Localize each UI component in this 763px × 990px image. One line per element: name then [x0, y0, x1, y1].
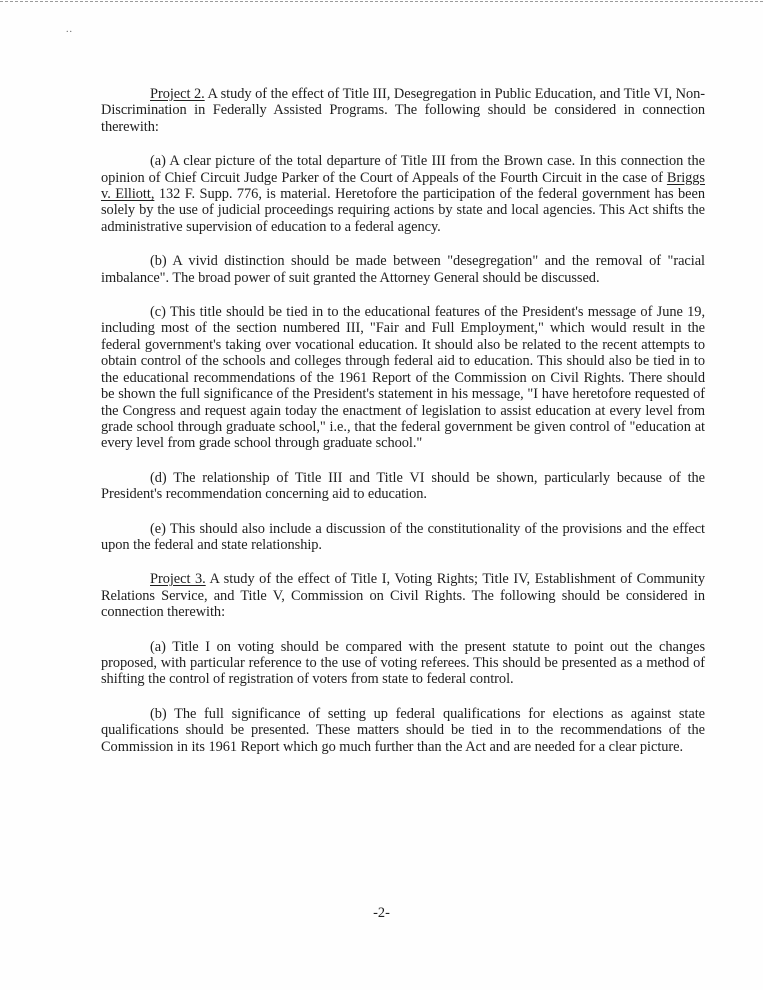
project-2-text: A study of the effect of Title III, Desegregation in Public Education, and Title VI, Non-Discrimination in Federally Assisted Programs. The following should be considered in connection therewith:	[101, 86, 705, 135]
project-2-a-text-start: (a) A clear picture of the total departure of Title III from the Brown case. In this connection the opinion of Chief Circuit Judge Parker of the Court of Appeals of the Fourth Circuit in the case of	[101, 153, 705, 186]
project-2-a-text-end: 132 F. Supp. 776, is material. Heretofore the participation of the federal government has been solely by the use of judicial proceedings requiring actions by state and local agencies. This Act shifts the administrative supervision of education to a federal agency.	[101, 186, 705, 235]
paragraph-project-2-c: (c) This title should be tied in to the educational features of the President's message of June 19, including most of the section numbered III, "Fair and Full Employment," which would result in the federal government's taking over vocational education. It should also be related to the recent attempts to obtain control of the schools and colleges through federal aid to education. This should also be tied in to the educational recommendations of the 1961 Report of the Commission on Civil Rights. There should be shown the full significance of the President's statement in his message, "I have heretofore requested of the Congress and request again today the enactment of legislation to assist education at every level from grade school through graduate school," i.e., that the federal government be given control of "education at every level from grade school through graduate school."	[101, 304, 705, 452]
paragraph-project-3-a: (a) Title I on voting should be compared with the present statute to point out the changes proposed, with particular reference to the use of voting referees. This should be presented as a method of shifting the control of registration of voters from state to federal control.	[101, 638, 705, 688]
corner-mark: ..	[66, 24, 73, 35]
project-3-heading: Project 3.	[150, 571, 206, 588]
page-top-border	[0, 1, 763, 2]
paragraph-project-2-e: (e) This should also include a discussion of the constitutionality of the provisions and the effect upon the federal and state relationship.	[101, 520, 705, 553]
paragraph-project-3	[101, 571, 705, 620]
paragraph-project-2-b: (b) A vivid distinction should be made between "desegregation" and the removal of "racial imbalance". The broad power of suit granted the Attorney General should be discussed.	[101, 253, 705, 286]
paragraph-project-2-a	[101, 153, 705, 235]
page-number: -2-	[373, 905, 390, 921]
project-3-text: A study of the effect of Title I, Voting Rights; Title IV, Establishment of Community Relations Service, and Title V, Commission on Civil Rights. The following should be considered in connection therewith:	[101, 571, 705, 621]
paragraph-project-3-b: (b) The full significance of setting up federal qualifications for elections as against state qualifications should be presented. These matters should be tied in to the recommendations of the Commission in its 1961 Report which go much further than the Act and are needed for a clear picture.	[101, 705, 705, 755]
document-body	[101, 86, 705, 755]
paragraph-project-2-d: (d) The relationship of Title III and Title VI should be shown, particularly because of the President's recommendation concerning aid to education.	[101, 469, 705, 503]
project-2-heading: Project 2.	[150, 86, 205, 102]
paragraph-project-2	[101, 86, 705, 135]
case-citation: Briggs v. Elliott,	[101, 169, 705, 203]
